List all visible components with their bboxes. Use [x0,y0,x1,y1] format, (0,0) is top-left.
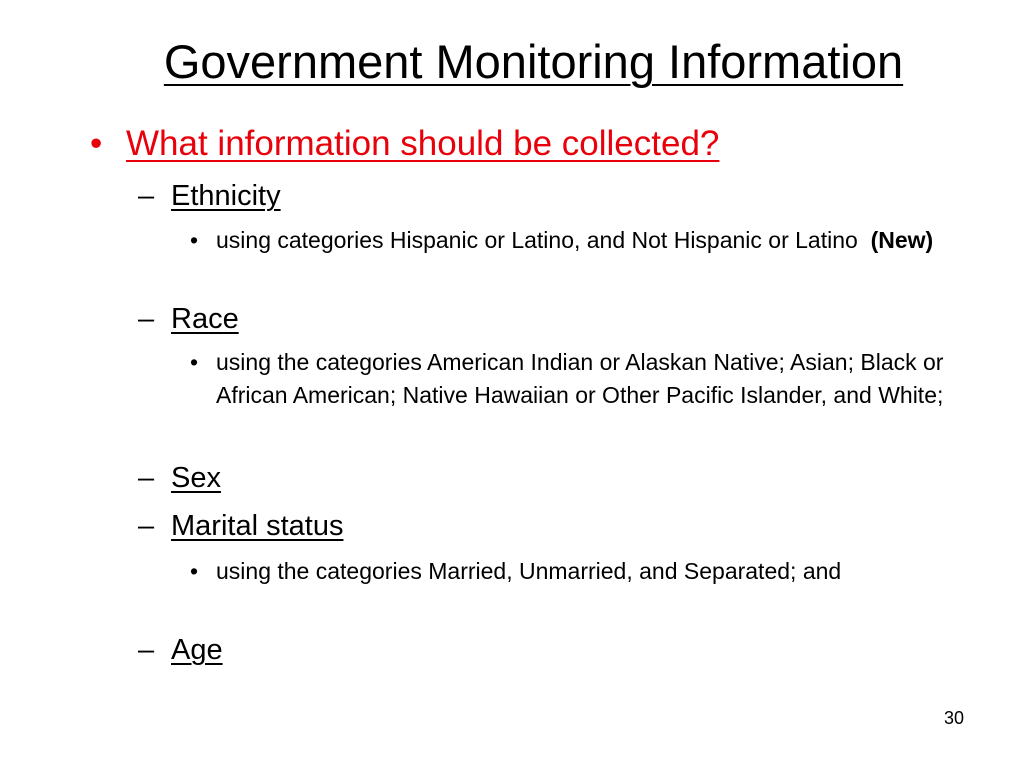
detail-race [190,346,950,412]
dash-icon: – [138,634,155,666]
page-number: 30 [943,708,964,728]
item-label-sex: Sex [171,462,221,494]
sub-bullet-icon: • [190,558,199,584]
detail-text-marital-status: using the categories Married, Unmarried, and Separated; and [216,558,842,584]
detail-text-ethnicity [216,224,950,257]
detail-marital-status [190,555,950,588]
item-label-ethnicity: Ethnicity [171,180,281,212]
sub-bullet-icon: • [190,227,199,253]
bullet-icon: • [90,124,103,163]
item-label-race: Race [171,303,239,335]
detail-ethnicity [190,224,950,257]
dash-icon: – [138,303,155,335]
question-text: What information should be collected? [126,124,720,163]
dash-icon: – [138,510,155,542]
item-label-age: Age [171,634,223,666]
dash-icon: – [138,180,155,212]
new-label: (New) [870,227,934,253]
item-label-marital-status: Marital status [171,510,344,542]
dash-icon: – [138,462,155,494]
sub-bullet-icon: • [190,349,199,375]
slide-title: Government Monitoring Information [163,35,904,88]
detail-text-race: using the categories American Indian or Alaskan Native; Asian; Black or African American; Native Hawaiian or Other Pacific Islander, and White; [216,349,944,408]
detail-text: using categories Hispanic or Latino, and Not Hispanic or Latino [216,227,858,253]
